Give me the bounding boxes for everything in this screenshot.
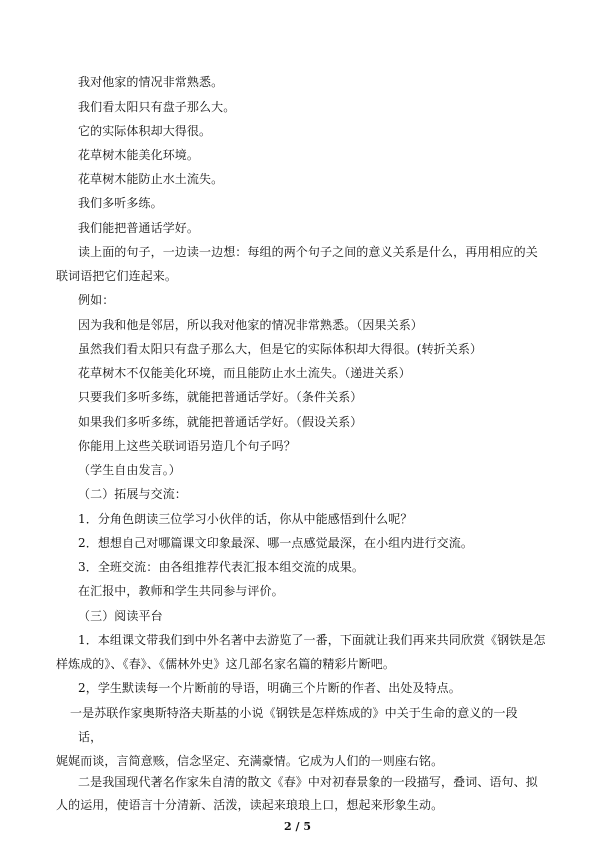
text-line: 1．本组课文带我们到中外名著中去游览了一番，下面就让我们再来共同欣赏《钢铁是怎 — [78, 633, 546, 647]
text-line: 在汇报中，教师和学生共同参与评价。 — [78, 584, 284, 598]
text-line: 我们能把普通话学好。 — [78, 221, 200, 235]
text-line: 虽然我们看太阳只有盘子那么大，但是它的实际体积却大得很。(转折关系） — [78, 342, 483, 356]
text-line: 花草树木能美化环境。 — [78, 148, 200, 162]
section-heading: （二）拓展与交流： — [78, 487, 187, 501]
text-line: 3．全班交流：由各组推荐代表汇报本组交流的成果。 — [78, 560, 365, 574]
text-line: 花草树木不仅能美化环境，而且能防止水土流失。（递进关系） — [78, 366, 411, 380]
text-line: 娓娓而谈，言简意赅，信念坚定、充满豪情。它成为人们的一则座右铭。 — [56, 754, 444, 768]
text-line: 2．想想自己对哪篇课文印象最深、哪一点感觉最深，在小组内进行交流。 — [78, 536, 473, 550]
text-line: 2，学生默读每一个片断前的导语，明确三个片断的作者、出处及特点。 — [78, 681, 461, 695]
text-line: 我们多听多练。 — [78, 196, 163, 210]
text-line: 因为我和他是邻居，所以我对他家的情况非常熟悉。（因果关系） — [78, 318, 423, 332]
text-line: 话， — [78, 730, 103, 744]
text-line: （学生自由发言。） — [78, 463, 181, 477]
text-line: 联词语把它们连起来。 — [56, 269, 178, 283]
text-line: 只要我们多听多练，就能把普通话学好。（条件关系） — [78, 390, 363, 404]
text-line: 我对他家的情况非常熟悉。 — [78, 75, 224, 89]
section-heading: （三）阅读平台 — [78, 609, 163, 623]
text-line: 我们看太阳只有盘子那么大。 — [78, 100, 236, 114]
text-line: 例如： — [78, 293, 115, 307]
text-line: 你能用上这些关联词语另造几个句子吗？ — [78, 439, 296, 453]
text-line: 1．分角色朗读三位学习小伙伴的话，你从中能感悟到什么呢？ — [78, 512, 413, 526]
text-line: 二是我国现代著名作家朱自清的散文《春》中对初春景象的一段描写，叠词、语句、拟 — [78, 775, 538, 789]
text-line: 花草树木能防止水土流失。 — [78, 172, 224, 186]
text-line: 读上面的句子，一边读一边想：每组的两个句子之间的意义关系是什么，再用相应的关 — [78, 245, 538, 259]
page-number: 2 / 5 — [284, 820, 311, 833]
text-line: 样炼成的》、《春》、《儒林外史》这几部名家名篇的精彩片断吧。 — [56, 657, 396, 671]
text-line: 如果我们多听多练，就能把普通话学好。（假设关系） — [78, 415, 363, 429]
text-line: 一是苏联作家奥斯特洛夫斯基的小说《钢铁是怎样炼成的》中关于生命的意义的一段 — [70, 706, 518, 720]
text-line: 人的运用，使语言十分清新、活泼，读起来琅琅上口，想起来形象生动。 — [56, 798, 444, 812]
text-line: 它的实际体积却大得很。 — [78, 124, 212, 138]
